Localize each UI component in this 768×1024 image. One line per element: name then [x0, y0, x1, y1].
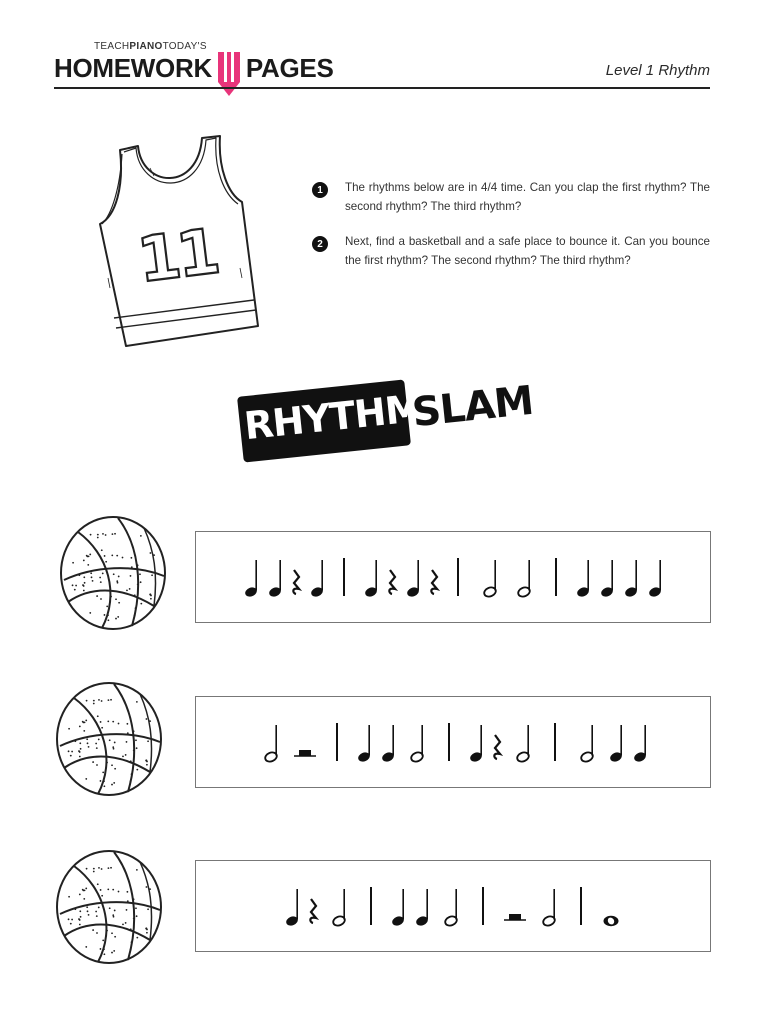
- quarter-note-icon: [415, 889, 429, 927]
- instruction-text: The rhythms below are in 4/4 time. Can you clap the first rhythm? The second rhythm? The third rhythm?: [345, 181, 710, 213]
- basketball-icon: [58, 514, 168, 637]
- half-rest-icon: [294, 750, 316, 756]
- quarter-note-icon: [600, 560, 614, 598]
- half-note-icon: [332, 889, 346, 927]
- instruction-1: [312, 178, 710, 216]
- pencil-icon: [214, 56, 244, 82]
- basketball-icon: [54, 848, 164, 971]
- instructions: [312, 178, 710, 286]
- title-left-word: RHYTHM: [242, 385, 424, 449]
- header-divider: [54, 87, 710, 89]
- quarter-rest-icon: [310, 899, 316, 923]
- quarter-note-icon: [268, 560, 282, 598]
- level-title: Level 1 Rhythm: [605, 62, 710, 79]
- whole-note-icon: [604, 916, 619, 926]
- brand-left-word: HOMEWORK: [54, 53, 212, 83]
- quarter-note-icon: [244, 560, 258, 598]
- half-note-icon: [516, 725, 530, 763]
- quarter-note-icon: [576, 560, 590, 598]
- instruction-text: Next, find a basketball and a safe place to bounce it. Can you bounce the first rhythm? The second rhythm? The third rhythm?: [345, 235, 710, 267]
- quarter-rest-icon: [293, 570, 299, 594]
- half-note-icon: [264, 725, 278, 763]
- quarter-rest-icon: [389, 570, 395, 594]
- step-number-badge: 2: [312, 236, 328, 252]
- quarter-note-icon: [624, 560, 638, 598]
- jersey-illustration: [90, 128, 262, 359]
- brand-logo: [54, 53, 334, 84]
- worksheet-title: [236, 378, 536, 468]
- half-note-icon: [410, 725, 424, 763]
- brand-tagline: TEACHPIANOTODAY'S: [94, 41, 207, 52]
- jersey-number: 11: [133, 214, 221, 297]
- quarter-note-icon: [648, 560, 662, 598]
- page-header: [54, 38, 710, 90]
- quarter-note-icon: [609, 725, 623, 763]
- quarter-note-icon: [381, 725, 395, 763]
- half-note-icon: [444, 889, 458, 927]
- rhythm-line-3: [195, 860, 711, 952]
- brand-right-word: PAGES: [245, 53, 334, 83]
- quarter-note-icon: [391, 889, 405, 927]
- quarter-note-icon: [469, 725, 483, 763]
- step-number-badge: 1: [312, 182, 328, 198]
- half-note-icon: [580, 725, 594, 763]
- half-note-icon: [517, 560, 531, 598]
- half-note-icon: [483, 560, 497, 598]
- rhythm-line-2: [195, 696, 711, 788]
- half-rest-icon: [504, 914, 526, 920]
- quarter-rest-icon: [494, 735, 500, 759]
- quarter-rest-icon: [431, 570, 437, 594]
- quarter-note-icon: [357, 725, 371, 763]
- quarter-note-icon: [285, 889, 299, 927]
- quarter-note-icon: [310, 560, 324, 598]
- quarter-note-icon: [406, 560, 420, 598]
- quarter-note-icon: [364, 560, 378, 598]
- instruction-2: [312, 232, 710, 270]
- rhythm-line-1: [195, 531, 711, 623]
- title-right-word: SLAM: [409, 377, 536, 437]
- quarter-note-icon: [633, 725, 647, 763]
- basketball-icon: [54, 680, 164, 803]
- half-note-icon: [542, 889, 556, 927]
